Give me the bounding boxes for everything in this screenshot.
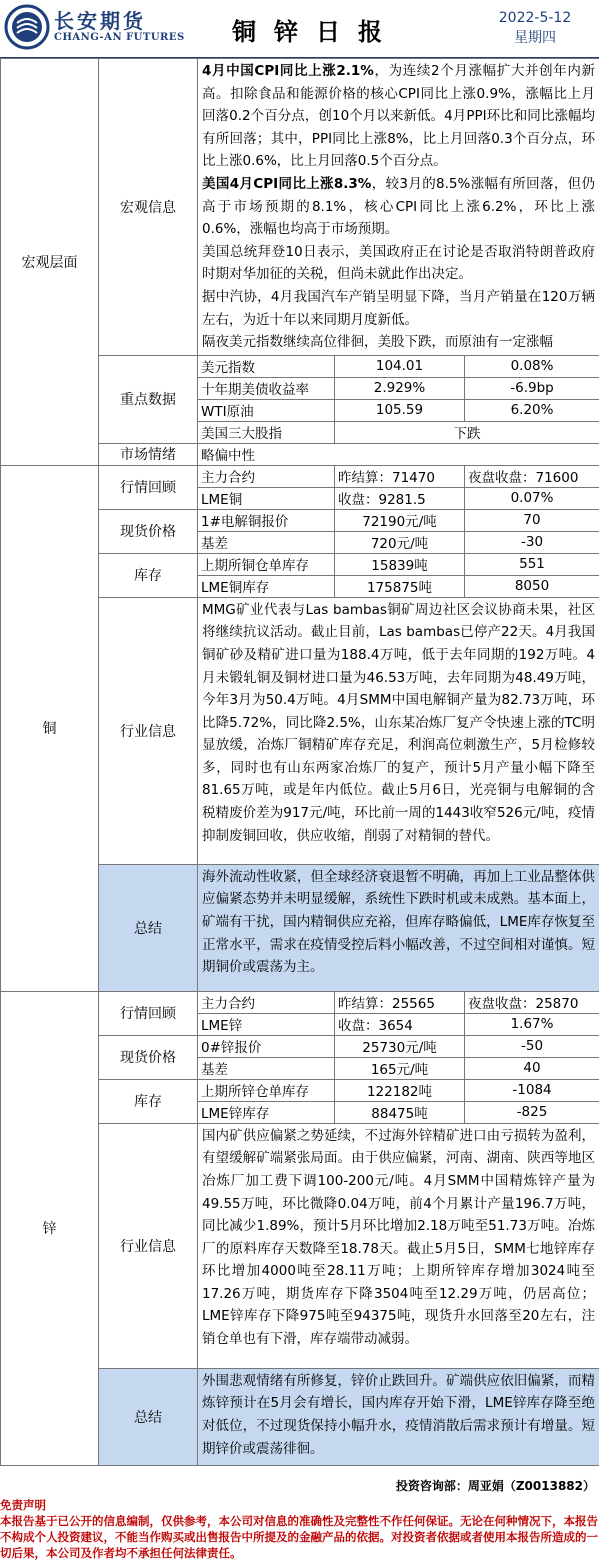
macro-paragraph: 隔夜美元指数继续高位徘徊，美股下跌，而原油有一定涨幅 [202, 334, 553, 351]
spot-price: 25730元/吨 [335, 1035, 465, 1057]
lme-inv-name: LME铜库存 [198, 575, 335, 597]
label-macro-info: 宏观信息 [99, 59, 198, 356]
lme-close: 收盘：9281.5 [335, 487, 465, 509]
report-date [480, 8, 590, 48]
disclaimer-text: 本报告基于已公开的信息编制，仅供参考，本公司对信息的准确性及完整性不作任何保证。无论在何种情况下，本报告不构成个人投资建议，不能当作购买或出售报告中所提及的金融产品的依据。对投资者依据或者使用本报告所造成的一切后果，本公司及作者均不承担任何法律责任。 [0, 1514, 598, 1560]
main-prev-settle: 昨结算：71470 [335, 465, 465, 487]
shfe-inv-change: 551 [465, 553, 599, 575]
section-copper: 铜 [1, 465, 99, 991]
lme-inv-change: -825 [465, 1101, 599, 1123]
label-summary: 总结 [99, 1368, 198, 1465]
label-summary: 总结 [99, 864, 198, 991]
spot-price: 72190元/吨 [335, 509, 465, 531]
key-change: 0.08% [465, 355, 599, 377]
lme-inv-name: LME锌库存 [198, 1101, 335, 1123]
key-value: 105.59 [335, 399, 465, 421]
company-logo-icon [4, 4, 50, 50]
lme-change: 1.67% [465, 1013, 599, 1035]
shfe-inv-name: 上期所锌仓单库存 [198, 1079, 335, 1101]
copper-summary-text: 海外流动性收紧，但全球经济衰退暂不明确，再加上工业品整体供应偏紧态势并未明显缓解，系统性下跌时机或未成熟。基本面上，矿端有干扰，国内精铜供应充裕，但库存略偏低，LME库存恢复至正常水平，需求在疫情受控后料小幅改善，不过空间相对谨慎。短期铜价或震荡为主。 [198, 864, 599, 991]
company-name-cn: 长安期货 [54, 9, 146, 33]
basis-value: 720元/吨 [335, 531, 465, 553]
spot-name: 1#电解铜报价 [198, 509, 335, 531]
key-name: 十年期美债收益率 [198, 377, 335, 399]
report-table [0, 58, 599, 1466]
key-change: 6.20% [465, 399, 599, 421]
copper-review-row [1, 465, 599, 487]
company-name-en: CHANG-AN FUTURES [54, 32, 185, 43]
zinc-review-row [1, 991, 599, 1013]
spot-change: 70 [465, 509, 599, 531]
label-industry: 行业信息 [99, 597, 198, 864]
basis-name: 基差 [198, 1057, 335, 1079]
lme-change: 0.07% [465, 487, 599, 509]
shfe-inv-name: 上期所铜仓单库存 [198, 553, 335, 575]
disclaimer [0, 1497, 599, 1561]
shfe-inv-value: 15839吨 [335, 553, 465, 575]
macro-paragraph: 据中汽协，4月我国汽车产销呈明显下降，当月产销量在120万辆左右，为近十年以来同期月度新低。 [202, 288, 596, 328]
report-header [0, 0, 599, 59]
macro-info-row [1, 59, 599, 356]
basis-name: 基差 [198, 531, 335, 553]
label-sentiment: 市场情绪 [99, 443, 198, 465]
section-macro: 宏观层面 [1, 59, 99, 466]
shfe-inv-change: -1084 [465, 1079, 599, 1101]
zinc-industry-text: 国内矿供应偏紧之势延续，不过海外锌精矿进口由亏损转为盈利，有望缓解矿端紧张局面。由于供应偏紧，河南、湖南、陕西等地区冶炼厂加工费下调100-200元/吨。4月SMM中国精炼锌产量为49.55万吨，环比微降0.04万吨，前4个月累计产量196.7万吨，同比减少1.89%，预计5月环比增加2.18万吨至51.73万吨。冶炼厂的原料库存天数降至18.78天。截止5月5日，SMM七地锌库存环比增加4000吨至28.11万吨；上期所锌库存增加3024吨至17.26万吨，期货库存下降3504吨至12.29万吨，仍居高位；LME锌库存下降975吨至94375吨，现货升水回落至20左右，注销仓单也有下滑，库存端带动减弱。 [198, 1123, 599, 1368]
copper-industry-text: MMG矿业代表与Las bambas铜矿周边社区会议协商未果，社区将继续抗议活动。截止目前，Las bambas已停产22天。4月我国铜矿砂及精矿进口量为188.4万吨，低于去年同期的192万吨。4月未锻轧铜及铜材进口量为46.53万吨，去年同期为48.49万吨，今年3月为50.4万吨。4月SMM中国电解铜产量为82.73万吨，环比降5.72%，同比降2.5%，山东某冶炼厂复产令快速上涨的TC明显放缓，冶炼厂铜精矿库存充足，利润高位刺激生产，5月检修较多，同时也有山东两家冶炼厂的复产，预计5月产量小幅下降至81.65万吨，或是年内低位。截止5月6日，光亮铜与电解铜的含税精废价差为917元/吨，环比前一周的1443收窄526元/吨，疫情抑制废铜回收，供应收缩，削弱了对精铜的替代。 [198, 597, 599, 864]
spot-name: 0#锌报价 [198, 1035, 335, 1057]
basis-change: 40 [465, 1057, 599, 1079]
lme-inv-change: 8050 [465, 575, 599, 597]
lme-inv-value: 175875吨 [335, 575, 465, 597]
lme-inv-value: 88475吨 [335, 1101, 465, 1123]
key-change: -6.9bp [465, 377, 599, 399]
label-spot: 现货价格 [99, 1035, 198, 1079]
analyst-signature: 投资咨询部：周亚娟（Z0013882） [395, 1479, 595, 1493]
spot-change: -50 [465, 1035, 599, 1057]
main-contract: 主力合约 [198, 465, 335, 487]
disclaimer-title: 免责声明 [0, 1498, 46, 1512]
lme-close: 收盘：3654 [335, 1013, 465, 1035]
label-key-data: 重点数据 [99, 355, 198, 443]
sentiment-value: 略偏中性 [198, 443, 599, 465]
macro-info-text [198, 59, 599, 356]
label-inventory: 库存 [99, 553, 198, 597]
label-industry: 行业信息 [99, 1123, 198, 1368]
label-inventory: 库存 [99, 1079, 198, 1123]
macro-paragraph: 美国总统拜登10日表示，美国政府正在讨论是否取消特朗普政府时期对华加征的关税，但尚未就此作出决定。 [202, 243, 596, 283]
macro-paragraph: 美国4月CPI同比上涨8.3%，较3月的8.5%涨幅有所回落，但仍高于市场预期的8.1%，核心CPI同比上涨6.2%，环比上涨0.6%，涨幅也均高于市场预期。 [202, 175, 596, 238]
weekday-text: 星期四 [514, 30, 556, 46]
basis-value: 165元/吨 [335, 1057, 465, 1079]
main-night-close: 夜盘收盘：71600 [465, 465, 599, 487]
macro-paragraph: 4月中国CPI同比上涨2.1%，为连续2个月涨幅扩大并创年内新高。扣除食品和能源价格的核心CPI同比上涨0.9%，涨幅比上月回落0.2个百分点，创10个月以来新低。4月PPI环比和同比涨幅均有所回落；其中，PPI同比上涨8%，比上月回落0.3个百分点，环比上涨0.6%，比上月回落0.5个百分点。 [202, 63, 596, 170]
main-prev-settle: 昨结算：25565 [335, 991, 465, 1013]
shfe-inv-value: 122182吨 [335, 1079, 465, 1101]
section-zinc: 锌 [1, 991, 99, 1465]
main-contract: 主力合约 [198, 991, 335, 1013]
key-name: 美国三大股指 [198, 421, 335, 443]
key-value: 下跌 [335, 421, 599, 443]
key-name: 美元指数 [198, 355, 335, 377]
main-night-close: 夜盘收盘：25870 [465, 991, 599, 1013]
key-name: WTI原油 [198, 399, 335, 421]
date-text: 2022-5-12 [498, 10, 572, 26]
basis-change: -30 [465, 531, 599, 553]
label-spot: 现货价格 [99, 509, 198, 553]
label-review: 行情回顾 [99, 465, 198, 509]
key-value: 2.929% [335, 377, 465, 399]
label-review: 行情回顾 [99, 991, 198, 1035]
lme-name: LME锌 [198, 1013, 335, 1035]
lme-name: LME铜 [198, 487, 335, 509]
key-value: 104.01 [335, 355, 465, 377]
zinc-summary-text: 外围悲观情绪有所修复，锌价止跌回升。矿端供应依旧偏紧，而精炼锌预计在5月会有增长，国内库存开始下滑，LME锌库存降至绝对低位，不过现货保持小幅升水，疫情消散后需求预计有增量。短期锌价或震荡徘徊。 [198, 1368, 599, 1465]
report-title: 铜锌日报 [232, 18, 400, 46]
